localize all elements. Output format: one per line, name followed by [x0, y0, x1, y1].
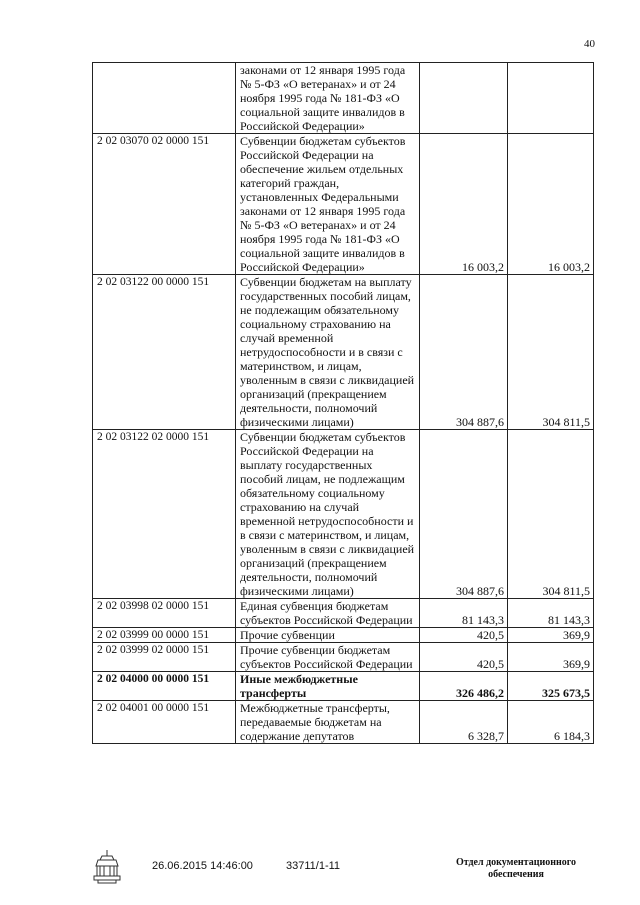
- value-col1-cell: [420, 63, 508, 134]
- budget-table: [92, 62, 594, 744]
- footer-dept-line1: Отдел документационного: [455, 857, 577, 868]
- emblem-icon: [90, 848, 124, 886]
- value-col2-cell: 369,9: [508, 643, 594, 672]
- description-cell: Прочие субвенции бюджетам субъектов Российской Федерации: [236, 643, 420, 672]
- value-col2-cell: 325 673,5: [508, 672, 594, 701]
- footer-department: [446, 857, 586, 881]
- value-col1-cell: 81 143,3: [420, 599, 508, 628]
- table-row: [93, 134, 594, 275]
- budget-code-cell: 2 02 03999 02 0000 151: [93, 643, 236, 672]
- page-number: 40: [584, 38, 595, 50]
- description-cell: законами от 12 января 1995 года № 5-ФЗ «О ветеранах» и от 24 ноября 1995 года № 181-ФЗ «О социальной защите инвалидов в Российской Федерации»: [236, 63, 420, 134]
- description-cell: Субвенции бюджетам субъектов Российской Федерации на обеспечение жильем отдельных категорий граждан, установленных Федеральными законами от 12 января 1995 года № 5-ФЗ «О ветеранах» и от 24 ноября 1995 года № 181-ФЗ «О социальной защите инвалидов в Российской Федерации»: [236, 134, 420, 275]
- description-cell: Единая субвенция бюджетам субъектов Российской Федерации: [236, 599, 420, 628]
- table-row: [93, 430, 594, 599]
- table-row: [93, 643, 594, 672]
- value-col2-cell: 6 184,3: [508, 701, 594, 744]
- value-col1-cell: 420,5: [420, 628, 508, 643]
- budget-code-cell: 2 02 03122 02 0000 151: [93, 430, 236, 599]
- value-col1-cell: 420,5: [420, 643, 508, 672]
- value-col2-cell: [508, 63, 594, 134]
- value-col2-cell: 81 143,3: [508, 599, 594, 628]
- description-cell: Прочие субвенции: [236, 628, 420, 643]
- value-col2-cell: 16 003,2: [508, 134, 594, 275]
- description-cell: Межбюджетные трансферты, передаваемые бюджетам на содержание депутатов: [236, 701, 420, 744]
- table-row: [93, 628, 594, 643]
- value-col1-cell: 304 887,6: [420, 430, 508, 599]
- table-row: [93, 63, 594, 134]
- budget-code-cell: 2 02 03999 00 0000 151: [93, 628, 236, 643]
- budget-code-cell: 2 02 03070 02 0000 151: [93, 134, 236, 275]
- description-cell: Субвенции бюджетам на выплату государственных пособий лицам, не подлежащим обязательному социальному страхованию на случай временной нетрудоспособности и в связи с материнством, и лицам, уволенным в связи с ликвидацией организаций (прекращением деятельности, полномочий физическими лицами): [236, 275, 420, 430]
- budget-code-cell: 2 02 03998 02 0000 151: [93, 599, 236, 628]
- table-row: [93, 701, 594, 744]
- table-row: [93, 672, 594, 701]
- value-col1-cell: 326 486,2: [420, 672, 508, 701]
- footer-doc-number: 33711/1-11: [286, 860, 341, 872]
- footer-datetime: 26.06.2015 14:46:00: [152, 860, 253, 872]
- budget-code-cell: 2 02 04000 00 0000 151: [93, 672, 236, 701]
- value-col2-cell: 304 811,5: [508, 430, 594, 599]
- value-col1-cell: 16 003,2: [420, 134, 508, 275]
- value-col1-cell: 6 328,7: [420, 701, 508, 744]
- description-cell: Иные межбюджетные трансферты: [236, 672, 420, 701]
- budget-code-cell: 2 02 03122 00 0000 151: [93, 275, 236, 430]
- table-row: [93, 275, 594, 430]
- budget-code-cell: [93, 63, 236, 134]
- footer-dept-line2: обеспечения: [488, 869, 544, 880]
- value-col2-cell: 369,9: [508, 628, 594, 643]
- value-col1-cell: 304 887,6: [420, 275, 508, 430]
- value-col2-cell: 304 811,5: [508, 275, 594, 430]
- table-row: [93, 599, 594, 628]
- budget-code-cell: 2 02 04001 00 0000 151: [93, 701, 236, 744]
- description-cell: Субвенции бюджетам субъектов Российской Федерации на выплату государственных пособий лицам, не подлежащим обязательному социальному страхованию на случай временной нетрудоспособности и в связи с материнством, и лицам, уволенным в связи с ликвидацией организаций (прекращением деятельности, полномочий физическими лицами): [236, 430, 420, 599]
